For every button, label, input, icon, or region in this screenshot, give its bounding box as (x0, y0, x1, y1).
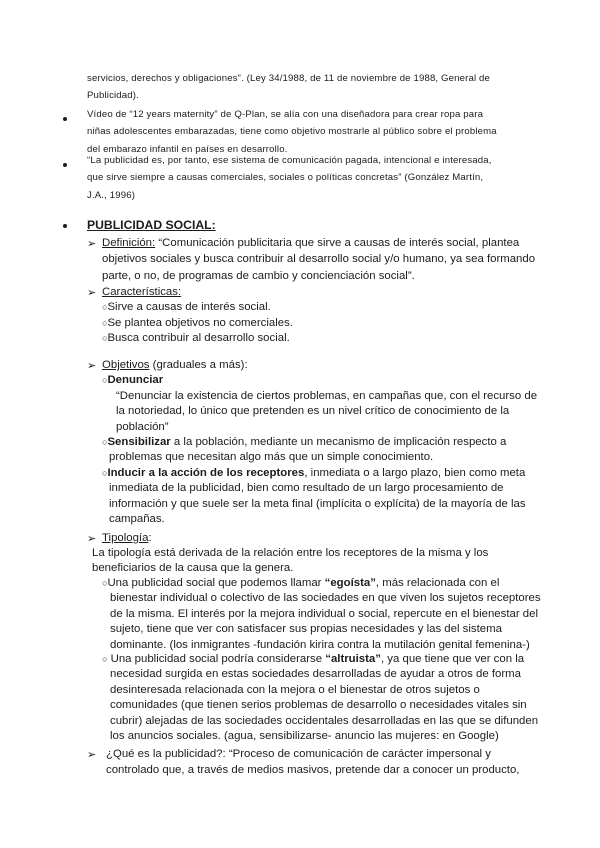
arrow-bullet-icon: ➢ (87, 286, 97, 299)
tipologia-intro: La tipología está derivada de la relación entre los receptores de la misma y los beneficiarios de la causa que la genera. (92, 547, 489, 575)
altruista-item: ○ Una publicidad social podría considerarse “altruista”, ya que tiene que ver con la necesidad surgida en estas sociedades desarrolladas de ayudar a otros de forma desinteresada relacionada con la mejora o el bienestar de otros sujetos o comunidades (que tienen serios problemas de desarrollo o necesidades vitales sin cubrir) alejadas de las sociedades occidentales desarrolladas en las que se difunden los anuncios sociales. (agua, sensibilizarse- anuncio las mujeres: en Google) (102, 653, 539, 743)
video-bullet: Vídeo de “12 years maternity” de Q-Plan, se alía con una diseñadora para crear ropa para niñas adolescentes embarazadas, tiene como objetivo mostrarle al público sobre el problema del embarazo infantil en países en desarrollo. (87, 109, 497, 155)
arrow-bullet-icon: ➢ (87, 237, 97, 250)
bullet-dot (63, 163, 67, 167)
list-item: ○Denunciar (102, 374, 164, 387)
circle-bullet-icon: ○ (102, 333, 108, 344)
que-es-publicidad-item: ¿Qué es la publicidad?: “Proceso de comunicación de carácter impersonal y controlado que, a través de medios masivos, pretende dar a conocer un producto, (106, 748, 520, 777)
arrow-bullet-icon: ➢ (87, 532, 97, 545)
circle-bullet-icon: ○ (102, 654, 108, 664)
definicion-label: Definición: (102, 237, 156, 249)
list-item: ○Busca contribuir al desarrollo social. (102, 332, 290, 345)
section-title: PUBLICIDAD SOCIAL: (87, 218, 216, 232)
tipologia-label: Tipología (102, 532, 149, 544)
caracteristicas-block (102, 285, 592, 347)
arrow-bullet-icon: ➢ (87, 359, 97, 372)
ley-citation-continuation: servicios, derechos y obligaciones”. (Ley 34/1988, de 11 de noviembre de 1988, General de Publicidad). (87, 73, 491, 102)
objetivos-label: Objetivos (102, 359, 150, 371)
circle-bullet-icon: ○ (102, 317, 108, 328)
list-item: ○Se plantea objetivos no comerciales. (102, 316, 293, 329)
objetivos-block: Objetivos (graduales a más): ○Denunciar “Denunciar la existencia de ciertos problemas, en campañas que, con el recurso de la notoriedad, lo único que pretenden es un nivel crítico de conocimiento de la población” ○Sensibilizar a la población, mediante un mecanismo de implicación respecto a problemas que necesitan algo más que un simple conocimiento. ○Inducir a la acción de los receptores, inmediata o a largo plazo, bien como meta inmediata de la publicidad, bien como resultado de un largo procesamiento de información y que suele ser la meta final (implícita o explícita) de la mayoría de las campañas. (102, 358, 592, 527)
circle-bullet-icon: ○ (102, 467, 108, 478)
denunciar-quote: “Denunciar la existencia de ciertos problemas, en campañas que, con el recurso de la notoriedad, lo único que pretenden es un nivel crítico de conocimiento de la población” (116, 389, 538, 433)
circle-bullet-icon: ○ (102, 302, 108, 313)
definicion-block: Definición: “Comunicación publicitaria que sirve a causas de interés social, plantea objetivos sociales y busca contribuir al desarrollo social y/o humano, ya sea formando parte, o no, de programas de cambio y concienciación social”. (102, 237, 536, 282)
tipologia-label-line: Tipología: (102, 532, 152, 544)
bullet-dot (63, 117, 67, 121)
list-item: ○Sirve a causas de interés social. (102, 301, 271, 314)
arrow-bullet-icon: ➢ (87, 748, 97, 761)
caracteristicas-label: Características: (102, 286, 182, 298)
circle-bullet-icon: ○ (102, 437, 108, 448)
list-item: ○Sensibilizar a la población, mediante un mecanismo de implicación respecto a (102, 436, 507, 449)
quote-bullet: “La publicidad es, por tanto, ese sistema de comunicación pagada, intencional e interesada, que sirve siempre a causas comerciales, sociales o políticas concretas” (González Martín, J.A., 1996) (87, 155, 492, 201)
circle-bullet-icon: ○ (102, 578, 108, 588)
bullet-dot (63, 224, 67, 228)
egoista-item: ○Una publicidad social que podemos llamar “egoísta”, más relacionada con el bienestar individual o colectivo de las sociedades en que viven los sujetos receptores de la misma. El interés por la mejora individual o social, repercute en el bienestar del sujeto, tiene que ver con satisfacer sus propias necesidades y las del sistema dominante. (los inmigrantes -fundación kirira contra la mutilación genital femenina-) (102, 577, 541, 651)
list-item: ○Inducir a la acción de los receptores, inmediata o a largo plazo, bien como meta (102, 466, 526, 479)
circle-bullet-icon: ○ (102, 375, 108, 386)
